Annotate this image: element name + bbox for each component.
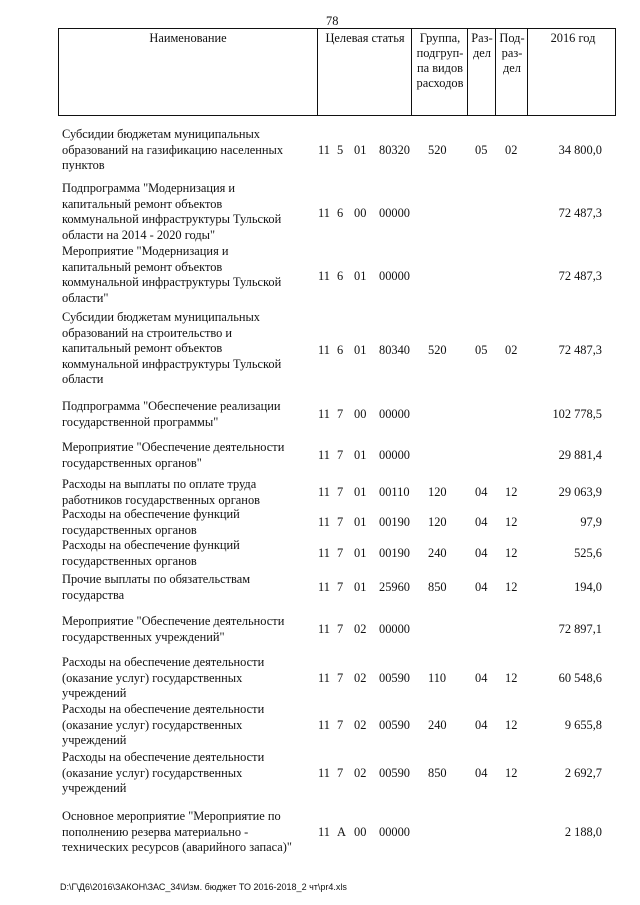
target-code-4: 00590 [379, 766, 410, 780]
header-group-line: Группа, [419, 31, 461, 45]
target-code-1: 11 [318, 206, 330, 220]
row-name [62, 750, 310, 797]
target-code-1: 11 [318, 515, 330, 529]
header-group-line: па видов [416, 61, 464, 75]
row-name-line: государственных органов [62, 553, 197, 568]
target-code-1: 11 [318, 766, 330, 780]
row-name-line: технических ресурсов (аварийного запаса)" [62, 840, 292, 855]
header-year: 2016 год [550, 31, 596, 45]
header-section [468, 31, 496, 61]
row-name [62, 477, 310, 508]
subsection-code: 12 [505, 671, 518, 685]
table-header [58, 28, 616, 116]
row-name-line: капитальный ремонт объектов [62, 196, 223, 211]
row-name-line: области [62, 372, 104, 387]
row-name [62, 538, 310, 569]
section-code: 04 [475, 671, 488, 685]
target-code-1: 11 [318, 622, 330, 636]
row-name [62, 614, 310, 645]
row-name-line: Расходы на обеспечение функций [62, 507, 240, 521]
subsection-code: 12 [505, 718, 518, 732]
row-name [62, 702, 310, 749]
page-number: 78 [326, 14, 339, 28]
file-path-footer: D:\Г\Д6\2016\ЗАКОН\ЗАС_34\Изм. бюджет ТО 2016-2018_2 чт\pr4.xls [60, 882, 347, 892]
row-name-line: пополнению резерва материально - [62, 824, 249, 839]
target-code-3: 01 [354, 515, 367, 529]
row-name-line: Подпрограмма "Модернизация и [62, 181, 236, 195]
section-code: 04 [475, 766, 488, 780]
target-code-2: 5 [337, 143, 344, 157]
row-name-line: государственных органов" [62, 455, 202, 470]
target-code-3: 01 [354, 485, 367, 499]
header-section-col [467, 29, 495, 115]
target-code-2: 7 [337, 671, 344, 685]
subsection-code: 12 [505, 485, 518, 499]
target-code-4: 80320 [379, 143, 410, 157]
target-code-3: 00 [354, 206, 367, 220]
target-code-1: 11 [318, 671, 330, 685]
target-code-1: 11 [318, 580, 330, 594]
expense-group: 110 [428, 671, 447, 685]
target-code-3: 00 [354, 407, 367, 421]
target-code-2: 7 [337, 580, 344, 594]
row-name-line: коммунальной инфраструктуры Тульской [62, 356, 282, 371]
target-code-2: 7 [337, 766, 344, 780]
target-code-4: 00190 [379, 546, 410, 560]
row-name-line: Мероприятие "Модернизация и [62, 244, 229, 258]
row-name-line: учреждений [62, 686, 127, 701]
row-name [62, 244, 310, 306]
target-code-2: А [337, 825, 346, 839]
row-name-line: учреждений [62, 781, 127, 796]
target-code-3: 01 [354, 143, 367, 157]
row-name-line: образований на газификацию населенных [62, 142, 284, 157]
row-name-line: (оказание услуг) государственных [62, 717, 243, 732]
target-code-1: 11 [318, 343, 330, 357]
header-subsection [496, 31, 528, 76]
header-group-line: подгруп- [416, 46, 464, 60]
target-code-3: 02 [354, 718, 367, 732]
expense-group: 240 [428, 546, 447, 560]
row-name-line: Субсидии бюджетам муниципальных [62, 127, 261, 141]
target-code-3: 01 [354, 546, 367, 560]
target-code-4: 00190 [379, 515, 410, 529]
target-code-2: 7 [337, 448, 344, 462]
amount-2016: 29 063,9 [558, 485, 602, 499]
target-code-3: 01 [354, 343, 367, 357]
target-code-1: 11 [318, 407, 330, 421]
target-code-4: 00000 [379, 448, 410, 462]
target-code-3: 02 [354, 766, 367, 780]
subsection-code: 02 [505, 343, 518, 357]
expense-group: 520 [428, 343, 447, 357]
row-name-line: Расходы на обеспечение деятельности [62, 750, 265, 764]
header-year-col [527, 29, 617, 115]
row-name-line: Подпрограмма "Обеспечение реализации [62, 399, 281, 413]
row-name-line: учреждений [62, 733, 127, 748]
header-subsection-col [495, 29, 527, 115]
target-code-3: 02 [354, 622, 367, 636]
target-code-4: 25960 [379, 580, 410, 594]
target-code-1: 11 [318, 546, 330, 560]
target-code-2: 6 [337, 343, 344, 357]
row-name [62, 809, 310, 856]
subsection-code: 12 [505, 515, 518, 529]
header-group [412, 31, 468, 91]
row-name-line: (оказание услуг) государственных [62, 765, 243, 780]
target-code-3: 01 [354, 448, 367, 462]
section-code: 04 [475, 515, 488, 529]
target-code-4: 00110 [379, 485, 410, 499]
target-code-2: 7 [337, 622, 344, 636]
amount-2016: 60 548,6 [558, 671, 602, 685]
section-code: 05 [475, 143, 488, 157]
target-code-3: 02 [354, 671, 367, 685]
row-name-line: государственных органов [62, 522, 197, 537]
row-name [62, 127, 310, 174]
header-section-line: Раз- [471, 31, 493, 45]
amount-2016: 29 881,4 [558, 448, 602, 462]
section-code: 04 [475, 580, 488, 594]
section-code: 04 [475, 485, 488, 499]
target-code-4: 00000 [379, 622, 410, 636]
row-name-line: Расходы на обеспечение деятельности [62, 702, 265, 716]
amount-2016: 525,6 [574, 546, 602, 560]
target-code-4: 00000 [379, 825, 410, 839]
target-code-1: 11 [318, 825, 330, 839]
amount-2016: 97,9 [580, 515, 602, 529]
target-code-2: 7 [337, 407, 344, 421]
subsection-code: 12 [505, 580, 518, 594]
target-code-4: 00000 [379, 269, 410, 283]
subsection-code: 12 [505, 546, 518, 560]
target-code-4: 80340 [379, 343, 410, 357]
target-code-2: 7 [337, 515, 344, 529]
target-code-4: 00590 [379, 671, 410, 685]
row-name-line: (оказание услуг) государственных [62, 670, 243, 685]
header-target-col [317, 29, 411, 115]
target-code-3: 01 [354, 269, 367, 283]
section-code: 05 [475, 343, 488, 357]
subsection-code: 12 [505, 766, 518, 780]
target-code-1: 11 [318, 269, 330, 283]
section-code: 04 [475, 546, 488, 560]
target-code-1: 11 [318, 143, 330, 157]
header-subsection-line: дел [503, 61, 521, 75]
row-name-line: области на 2014 - 2020 годы" [62, 227, 216, 242]
target-code-2: 6 [337, 206, 344, 220]
header-group-line: расходов [416, 76, 464, 90]
row-name [62, 655, 310, 702]
row-name-line: капитальный ремонт объектов [62, 259, 223, 274]
section-code: 04 [475, 718, 488, 732]
expense-group: 520 [428, 143, 447, 157]
target-code-1: 11 [318, 485, 330, 499]
header-name: Наименование [149, 31, 227, 45]
row-name [62, 181, 310, 243]
row-name-line: коммунальной инфраструктуры Тульской [62, 212, 282, 227]
amount-2016: 72 897,1 [558, 622, 602, 636]
target-code-4: 00000 [379, 407, 410, 421]
target-code-2: 7 [337, 485, 344, 499]
amount-2016: 2 692,7 [564, 766, 602, 780]
row-name-line: Прочие выплаты по обязательствам [62, 572, 251, 586]
row-name-line: области" [62, 290, 109, 305]
expense-group: 240 [428, 718, 447, 732]
header-subsection-line: Под- [499, 31, 525, 45]
amount-2016: 72 487,3 [558, 343, 602, 357]
target-code-3: 01 [354, 580, 367, 594]
row-name-line: Основное мероприятие "Мероприятие по [62, 809, 281, 823]
row-name-line: государства [62, 587, 125, 602]
target-code-4: 00590 [379, 718, 410, 732]
amount-2016: 2 188,0 [564, 825, 602, 839]
header-subsection-line: раз- [501, 46, 523, 60]
row-name-line: Расходы на обеспечение деятельности [62, 655, 265, 669]
header-target: Целевая статья [325, 31, 405, 45]
target-code-2: 7 [337, 546, 344, 560]
expense-group: 120 [428, 485, 447, 499]
amount-2016: 9 655,8 [564, 718, 602, 732]
amount-2016: 72 487,3 [558, 206, 602, 220]
amount-2016: 102 778,5 [552, 407, 602, 421]
row-name-line: государственной программы" [62, 414, 219, 429]
row-name-line: образований на строительство и [62, 325, 233, 340]
amount-2016: 34 800,0 [558, 143, 602, 157]
row-name [62, 310, 310, 388]
row-name-line: работников государственных органов [62, 492, 260, 507]
amount-2016: 72 487,3 [558, 269, 602, 283]
row-name-line: коммунальной инфраструктуры Тульской [62, 275, 282, 290]
expense-group: 850 [428, 580, 447, 594]
target-code-4: 00000 [379, 206, 410, 220]
row-name-line: капитальный ремонт объектов [62, 341, 223, 356]
target-code-2: 6 [337, 269, 344, 283]
header-group-col [411, 29, 467, 115]
expense-group: 850 [428, 766, 447, 780]
header-section-line: дел [473, 46, 491, 60]
row-name-line: Мероприятие "Обеспечение деятельности [62, 440, 285, 454]
row-name-line: Субсидии бюджетам муниципальных [62, 310, 261, 324]
target-code-3: 00 [354, 825, 367, 839]
expense-group: 120 [428, 515, 447, 529]
target-code-1: 11 [318, 448, 330, 462]
row-name-line: государственных учреждений" [62, 629, 225, 644]
row-name [62, 440, 310, 471]
target-code-1: 11 [318, 718, 330, 732]
amount-2016: 194,0 [574, 580, 602, 594]
row-name-line: Расходы на выплаты по оплате труда [62, 477, 257, 491]
target-code-2: 7 [337, 718, 344, 732]
row-name-line: Мероприятие "Обеспечение деятельности [62, 614, 285, 628]
row-name [62, 399, 310, 430]
row-name-line: Расходы на обеспечение функций [62, 538, 240, 552]
row-name [62, 507, 310, 538]
row-name-line: пунктов [62, 158, 105, 173]
row-name [62, 572, 310, 603]
subsection-code: 02 [505, 143, 518, 157]
